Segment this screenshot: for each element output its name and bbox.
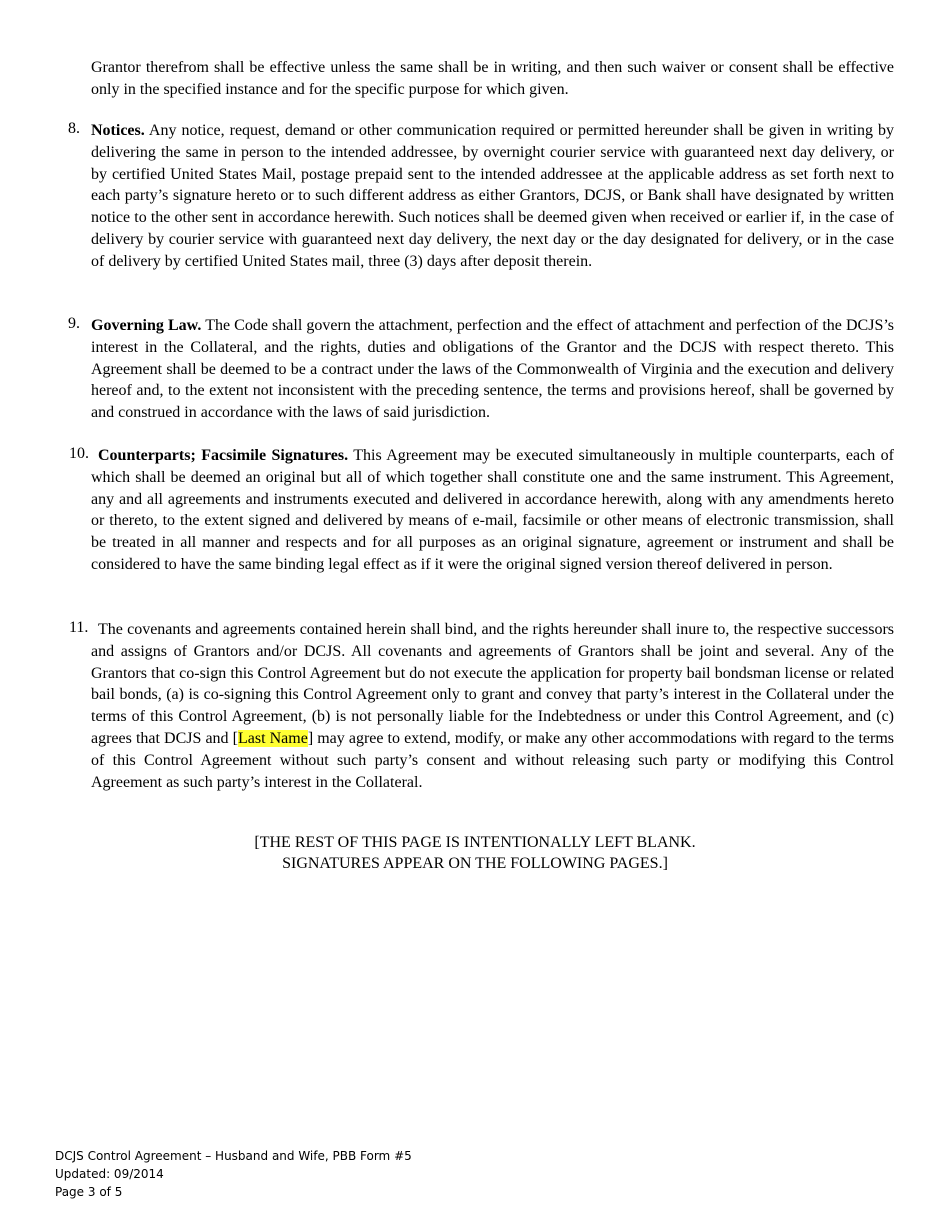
last-name-placeholder: Last Name bbox=[237, 729, 308, 747]
section-body bbox=[91, 445, 894, 576]
footer-form-name: DCJS Control Agreement – Husband and Wife, PBB Form #5 bbox=[55, 1149, 412, 1163]
blank-notice-line1: [THE REST OF THIS PAGE IS INTENTIONALLY LEFT BLANK. bbox=[254, 834, 696, 851]
section-text-before: The covenants and agreements contained herein shall bind, and the rights hereunder shall inure to, the respective successors and assigns of Grantors and/or DCJS. All covenants and agreements of Grantors shall be joint and several. Any of the Grantors that co-sign this Control Agreement but do not execute the application for property bail bondsman license or related bail bonds, (a) is co-signing this Control Agreement only to grant and convey that party’s interest in the Collateral under the terms of this Control Agreement, (b) is not personally liable for the Indebtedness or under this Control Agreement, and (c) agrees that DCJS and [ bbox=[91, 621, 894, 747]
section-covenants bbox=[69, 619, 895, 793]
section-text: This Agreement may be executed simultaneously in multiple counterparts, each of which shall be deemed an original but all of which together shall constitute one and the same instrument. This Agreement, any and all agreements and instruments executed and delivered in accordance herewith, along with any amendments hereto or thereto, to the extent signed and delivered by means of e-mail, facsimile or other means of electronic transmission, shall be treated in all manner and respects and for all purposes as an original signature, agreement or instrument and shall be considered to have the same binding legal effect as if it were the original signed version thereof delivered in person. bbox=[91, 447, 894, 573]
section-counterparts bbox=[69, 445, 894, 576]
section-number: 9. bbox=[68, 315, 80, 332]
page-footer bbox=[55, 1147, 412, 1201]
section-heading: Notices. bbox=[91, 122, 145, 139]
section-text-after: ] may agree to extend, modify, or make any other accommodations with regard to the terms of this Control Agreement without such party’s consent and without releasing such party or modifying this Control Agreement as such party’s interest in the Collateral. bbox=[91, 729, 895, 791]
section-number: 8. bbox=[68, 120, 80, 137]
section-text: Any notice, request, demand or other communication required or permitted hereunder shall be given in writing by delivering the same in person to the intended addressee, by overnight courier service with guaranteed next day delivery, or by certified United States Mail, postage prepaid sent to the intended addressee at the applicable address as set forth next to each party’s signature hereto or to such different address as either Grantors, DCJS, or Bank shall have designated by written notice to the other sent in accordance herewith. Such notices shall be deemed given when received or earlier if, in the case of delivery by courier service with guaranteed next day delivery, the next day or the day designated for delivery, or in the case of delivery by certified United States mail, three (3) days after deposit therein. bbox=[91, 122, 895, 270]
section-text: The Code shall govern the attachment, perfection and the effect of attachment and perfection of the DCJS’s interest in the Collateral, and the rights, duties and obligations of the Grantor and the DCJS with respect thereto. This Agreement shall be deemed to be a contract under the laws of the Commonwealth of Virginia and the execution and delivery hereof and, to the extent not inconsistent with the preceding sentence, the terms and provisions hereof, shall be governed by and construed in accordance with the laws of said jurisdiction. bbox=[91, 317, 895, 422]
section-number: 11. bbox=[69, 619, 89, 636]
footer-updated: Updated: 09/2014 bbox=[55, 1167, 164, 1181]
blank-notice-line2: SIGNATURES APPEAR ON THE FOLLOWING PAGES.] bbox=[282, 855, 668, 872]
section-number: 10. bbox=[69, 445, 89, 462]
section-body bbox=[91, 315, 894, 424]
footer-page-number: Page 3 of 5 bbox=[55, 1185, 123, 1199]
intro-paragraph: Grantor therefrom shall be effective unless the same shall be in writing, and then such waiver or consent shall be effective only in the specified instance and for the specific purpose for which given. bbox=[91, 59, 894, 98]
section-governing-law bbox=[68, 315, 895, 424]
section-heading: Governing Law. bbox=[91, 317, 202, 334]
section-heading: Counterparts; Facsimile Signatures. bbox=[98, 447, 349, 464]
section-body bbox=[91, 120, 894, 273]
section-body bbox=[91, 619, 894, 793]
section-notices bbox=[68, 120, 895, 273]
